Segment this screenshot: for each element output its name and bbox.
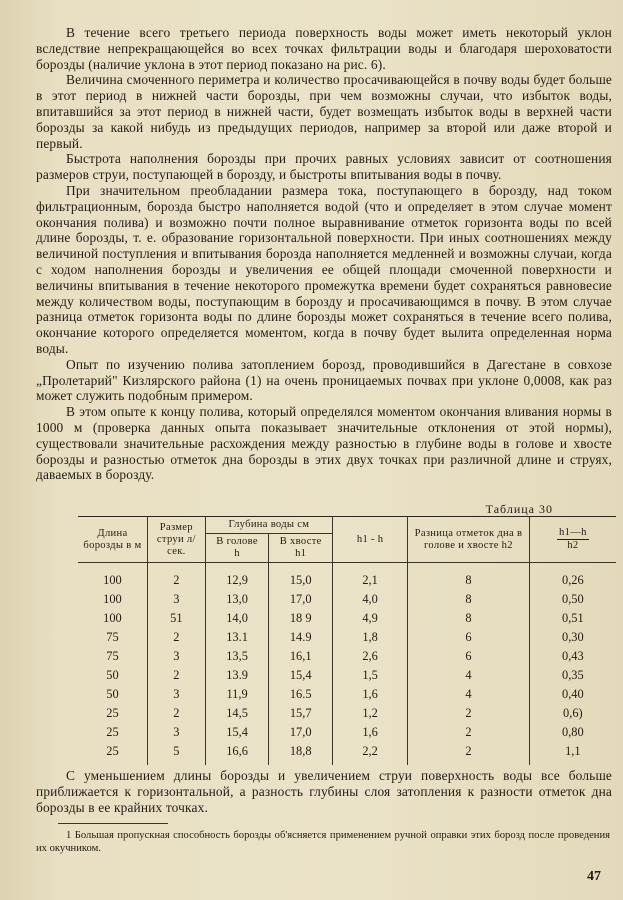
table-cell: 13,0	[205, 590, 269, 609]
table-cell: 18 9	[269, 609, 333, 628]
table-cell: 2,6	[333, 647, 408, 666]
table-row	[78, 590, 616, 609]
header-depth-tail-var: h1	[295, 548, 307, 559]
table-cell: 0,51	[529, 609, 616, 628]
table-cell: 15,0	[269, 563, 333, 591]
ratio-numerator: h1—h	[559, 527, 587, 538]
table-cell: 100	[78, 563, 147, 591]
table-cell: 3	[147, 590, 205, 609]
table-cell: 12,9	[205, 563, 269, 591]
table-cell: 17,0	[269, 590, 333, 609]
table-cell: 13.9	[205, 666, 269, 685]
table-cell: 14,0	[205, 609, 269, 628]
table-cell: 75	[78, 628, 147, 647]
table-cell: 0,6)	[529, 704, 616, 723]
paragraph-1: В течение всего третьего периода поверхность воды может иметь некоторый уклон вследствие непрекращающейся во всех точках фильтрации воды и благодаря шероховатости борозды (наличие уклона в этот период показано на рис. 6).	[36, 25, 612, 72]
table-body	[78, 563, 616, 766]
table-cell: 8	[408, 563, 529, 591]
table-cell: 0,40	[529, 685, 616, 704]
table-cell: 0,30	[529, 628, 616, 647]
ratio-denominator: h2	[567, 540, 579, 551]
table-cell: 2	[147, 666, 205, 685]
table-cell: 2,2	[333, 742, 408, 765]
table-cell: 100	[78, 609, 147, 628]
table-row	[78, 609, 616, 628]
table-cell: 17,0	[269, 723, 333, 742]
table-cell: 15,7	[269, 704, 333, 723]
footnote: 1 Большая пропускная способность борозды об'ясняется применением ручной оправки этих борозд после проведения их окучником.	[36, 830, 610, 854]
table-cell: 4,9	[333, 609, 408, 628]
table-cell: 2	[408, 742, 529, 765]
table-cell: 1,1	[529, 742, 616, 765]
header-ratio	[529, 517, 616, 563]
table-cell: 0,80	[529, 723, 616, 742]
table-cell: 6	[408, 647, 529, 666]
table-row	[78, 647, 616, 666]
table-cell: 25	[78, 742, 147, 765]
table-cell: 8	[408, 590, 529, 609]
table-row	[78, 723, 616, 742]
paragraph-3: Быстрота наполнения борозды при прочих равных условиях зависит от соотношения размеров струи, поступающей в борозду, и быстроты впитывания воды в почву.	[36, 151, 612, 183]
table-cell: 50	[78, 685, 147, 704]
table-cell: 4,0	[333, 590, 408, 609]
table-cell: 13.1	[205, 628, 269, 647]
table-cell: 0,35	[529, 666, 616, 685]
table-cell: 2,1	[333, 563, 408, 591]
table-cell: 6	[408, 628, 529, 647]
header-depth-tail	[269, 534, 333, 563]
table-cell: 1,2	[333, 704, 408, 723]
table-cell: 15,4	[269, 666, 333, 685]
table-cell: 100	[78, 590, 147, 609]
table-cell: 2	[147, 563, 205, 591]
header-depth-group: Глубина воды см	[205, 517, 332, 534]
table-cell: 11,9	[205, 685, 269, 704]
table-cell: 2	[408, 723, 529, 742]
header-depth-head-var: h	[234, 548, 240, 559]
closing-text	[36, 768, 612, 815]
table-cell: 16.5	[269, 685, 333, 704]
body-text	[36, 25, 612, 483]
header-length: Длина борозды в м	[78, 517, 147, 563]
header-stream: Размер струи л/сек.	[147, 517, 205, 563]
table-cell: 15,4	[205, 723, 269, 742]
table-cell: 75	[78, 647, 147, 666]
table-cell: 0,26	[529, 563, 616, 591]
table-cell: 4	[408, 666, 529, 685]
table-row	[78, 563, 616, 591]
table-cell: 1,8	[333, 628, 408, 647]
table-cell: 14,5	[205, 704, 269, 723]
table-row	[78, 628, 616, 647]
table-cell: 1,6	[333, 685, 408, 704]
table-cell: 3	[147, 647, 205, 666]
header-depth-head	[205, 534, 269, 563]
table-row	[78, 666, 616, 685]
table-cell: 3	[147, 723, 205, 742]
table-row	[78, 685, 616, 704]
ratio-fraction	[557, 527, 589, 552]
table-cell: 50	[78, 666, 147, 685]
table-cell: 4	[408, 685, 529, 704]
table-caption: Таблица 30	[485, 502, 553, 516]
footnote-divider	[58, 823, 168, 824]
table-cell: 16,1	[269, 647, 333, 666]
table-cell: 2	[408, 704, 529, 723]
table-cell: 5	[147, 742, 205, 765]
table-cell: 2	[147, 628, 205, 647]
table-cell: 25	[78, 723, 147, 742]
table-cell: 1,5	[333, 666, 408, 685]
paragraph-5: Опыт по изучению полива затоплением борозд, проводившийся в Дагестане в совхозе „Пролетарий" Кизлярского района (1) на очень проницаемых почвах при уклоне 0,0008, как раз может служить подобным примером.	[36, 356, 612, 404]
table-cell: 18,8	[269, 742, 333, 765]
table-cell: 8	[408, 609, 529, 628]
table-cell: 2	[147, 704, 205, 723]
table-cell: 1,6	[333, 723, 408, 742]
page-number: 47	[587, 869, 601, 884]
header-depth-tail-label: В хвосте	[279, 536, 322, 547]
header-depth-head-label: В голове	[216, 536, 258, 547]
data-table	[78, 516, 616, 765]
table-cell: 25	[78, 704, 147, 723]
paragraph-2: Величина смоченного периметра и количество просачивающейся в почву воды будет больше в этот период в нижней части борозды, при чем возможны случаи, что избыток воды, впитавшийся за этот период в нижней части, будет возмещать избыток воды в верхней части борозды за какой нибудь из предыдущих периодов, например за второй или даже второй и первый.	[36, 72, 612, 151]
table-cell: 0,50	[529, 590, 616, 609]
table-cell: 51	[147, 609, 205, 628]
header-diff: h1 - h	[333, 517, 408, 563]
table-cell: 3	[147, 685, 205, 704]
closing-paragraph: С уменьшением длины борозды и увеличением струи поверхность воды все больше приближается к горизонтальной, а разность глубины слоя затопления к разности отметок дна борозды в ее крайних точках.	[36, 768, 612, 815]
paragraph-6: В этом опыте к концу полива, который определялся моментом окончания вливания нормы в 1000 м (проверка данных опыта показывает значительные отклонения от этой нормы), существовали значительные расхождения между разностью в глубине воды в голове и хвосте борозды и разностью отметок дна борозды в этих двух точках при различной длине и струях, даваемых в борозду.	[36, 404, 612, 483]
table-cell: 14.9	[269, 628, 333, 647]
table-cell: 16,6	[205, 742, 269, 765]
table-cell: 0,43	[529, 647, 616, 666]
table-row	[78, 742, 616, 765]
table-cell: 13,5	[205, 647, 269, 666]
table-row	[78, 704, 616, 723]
header-bottom-diff: Разница отметок дна в голове и хвосте h2	[408, 517, 529, 563]
paragraph-4: При значительном преобладании размера тока, поступающего в борозду, над током фильтрационным, борозда быстро наполняется водой (что и определяет в этом случае момент окончания полива) и возможно почти полное выравнивание отметок горизонта воды по всей длине борозды, т. е. образование горизонтальной поверхности. При иных соотношениях между величиной поступления и впитывания борозда наполняется медленней и возможны случаи, когда с ходом наполнения борозды и увеличения ее общей площади смоченной поверхности и величины впитывания в течение некоторого промежутка времени будет сохраняться равновесие между количеством воды, поступающим в борозду и просачивающимся в почву. В этом случае разница отметок горизонта воды по длине борозды может сохраняться в течение всего полива, окончание которого определяется моментом, когда в почву будет вылита определенная норма воды.	[36, 182, 612, 356]
